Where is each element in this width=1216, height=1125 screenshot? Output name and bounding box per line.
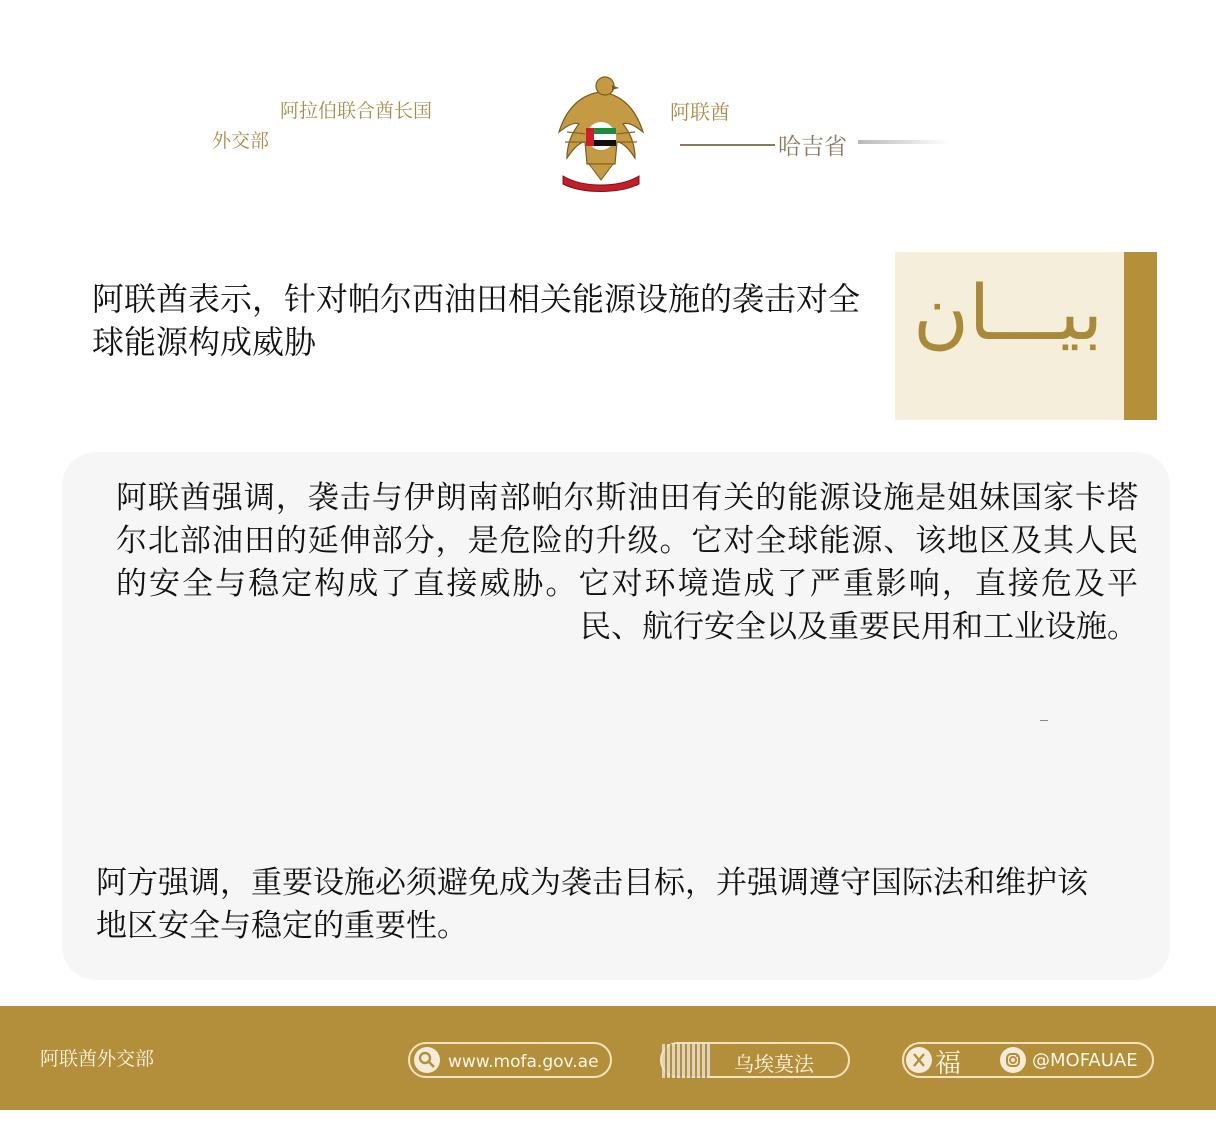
statement-title: 阿联酋表示，针对帕尔西油田相关能源设施的袭击对全球能源构成威胁 <box>92 280 861 361</box>
website-url: www.mofa.gov.ae <box>448 1052 599 1072</box>
search-icon <box>414 1047 440 1073</box>
statement-badge-bar <box>1124 252 1157 420</box>
statement-paragraph-2: 阿方强调，重要设施必须避免成为袭击目标，并强调遵守国际法和维护该地区安全与稳定的重要性。 <box>96 865 1088 944</box>
country-name: 阿拉伯联合酋长国 <box>280 100 433 122</box>
statement-paragraph-1: 阿联酋强调，袭击与伊朗南部帕尔斯油田有关的能源设施是姐妹国家卡塔尔北部油田的延伸部分，是危险的升级。它对全球能源、该地区及其人民的安全与稳定构成了直接威胁。它对环境造成了严重影响，直接危及平民、航行安全以及重要民用和工业设施。 <box>116 480 1138 645</box>
wechat-label: 乌埃莫法 <box>734 1052 814 1076</box>
province-name: 哈吉省 <box>778 134 847 160</box>
decorative-fade <box>858 140 948 144</box>
instagram-icon[interactable] <box>1000 1047 1026 1073</box>
x-icon[interactable] <box>906 1047 932 1073</box>
footer-brand: 阿联酋外交部 <box>40 1048 155 1070</box>
x-label: 福 <box>935 1049 962 1079</box>
footer-bottom-edge <box>0 1110 1216 1125</box>
emblem-icon <box>553 72 649 194</box>
country-short-name: 阿联酋 <box>670 100 730 124</box>
decorative-dash <box>1040 720 1048 721</box>
qr-code-icon <box>662 1044 710 1078</box>
instagram-handle: @MOFAUAE <box>1032 1050 1138 1071</box>
ministry-name: 外交部 <box>212 130 270 152</box>
statement-badge-text: بيـــان <box>913 268 1103 357</box>
decorative-line <box>680 144 775 146</box>
